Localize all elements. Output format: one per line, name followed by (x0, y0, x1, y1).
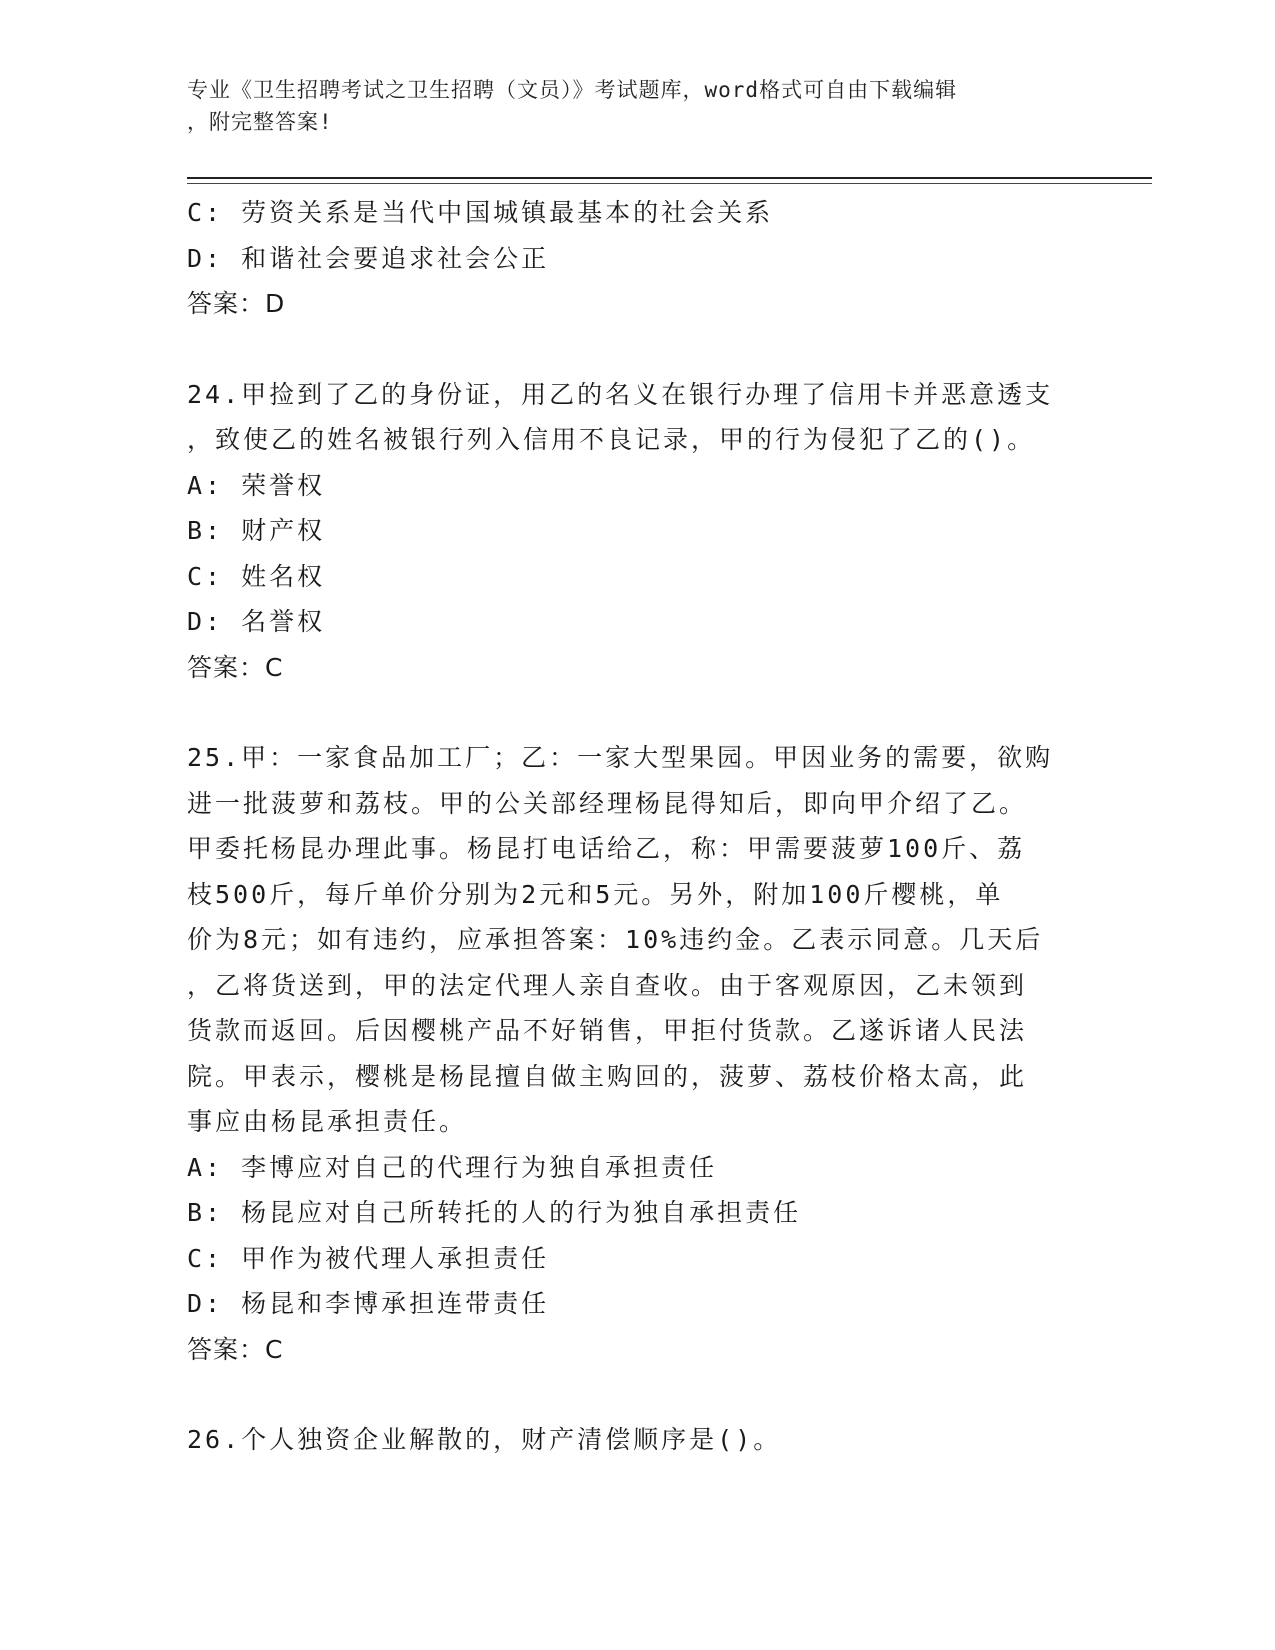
question-23-tail (187, 190, 1087, 327)
header-divider-thick (187, 177, 1152, 179)
option-d: D: 和谐社会要追求社会公正 (187, 243, 550, 273)
option-b: B: 财产权 (187, 516, 326, 545)
answer-line: 答案：C (187, 1334, 284, 1364)
option-d: D: 名誉权 (187, 607, 326, 636)
option-a: A: 李博应对自己的代理行为独自承担责任 (187, 1152, 718, 1182)
question-text-line: 进一批菠萝和荔枝。甲的公关部经理杨昆得知后，即向甲介绍了乙。 (187, 788, 1028, 818)
question-26 (187, 1417, 1087, 1463)
option-c: C: 甲作为被代理人承担责任 (187, 1243, 550, 1273)
header-line-2: ，附完整答案! (187, 110, 333, 134)
question-24 (187, 372, 1087, 691)
question-text-line: 24.甲捡到了乙的身份证，用乙的名义在银行办理了信用卡并恶意透支 (187, 379, 1054, 409)
spacer (187, 690, 1087, 735)
question-text-line: 甲委托杨昆办理此事。杨昆打电话给乙，称：甲需要菠萝100斤、荔 (187, 834, 1026, 863)
question-text-line: ，乙将货送到，甲的法定代理人亲自查收。由于客观原因，乙未领到 (187, 970, 1028, 1000)
option-b: B: 杨昆应对自己所转托的人的行为独自承担责任 (187, 1198, 802, 1227)
option-d: D: 杨昆和李博承担连带责任 (187, 1289, 550, 1318)
option-a: A: 荣誉权 (187, 470, 326, 500)
question-text-line: ，致使乙的姓名被银行列入信用不良记录，甲的行为侵犯了乙的()。 (187, 425, 1036, 454)
spacer (187, 1372, 1087, 1417)
spacer (187, 327, 1087, 372)
question-25 (187, 735, 1087, 1372)
option-c: C: 劳资关系是当代中国城镇最基本的社会关系 (187, 198, 774, 227)
document-header (187, 74, 1067, 138)
question-text-line: 价为8元；如有违约，应承担答案：10%违约金。乙表示同意。几天后 (187, 925, 1044, 954)
document-body (187, 190, 1087, 1463)
answer-line: 答案：D (187, 289, 286, 318)
option-c: C: 姓名权 (187, 561, 326, 591)
question-text-line: 25.甲：一家食品加工厂；乙：一家大型果园。甲因业务的需要，欲购 (187, 743, 1054, 772)
header-line-1: 专业《卫生招聘考试之卫生招聘（文员）》考试题库，word格式可自由下载编辑 (187, 78, 958, 102)
question-text-line: 货款而返回。后因樱桃产品不好销售，甲拒付货款。乙遂诉诸人民法 (187, 1016, 1028, 1045)
header-divider-thin (187, 183, 1152, 184)
answer-line: 答案：C (187, 652, 284, 682)
question-text-line: 26.个人独资企业解散的，财产清偿顺序是()。 (187, 1425, 782, 1454)
question-text-line: 事应由杨昆承担责任。 (187, 1107, 468, 1136)
question-text-line: 院。甲表示，樱桃是杨昆擅自做主购回的，菠萝、荔枝价格太高，此 (187, 1061, 1028, 1091)
question-text-line: 枝500斤，每斤单价分别为2元和5元。另外，附加100斤樱桃，单 (187, 879, 1004, 909)
